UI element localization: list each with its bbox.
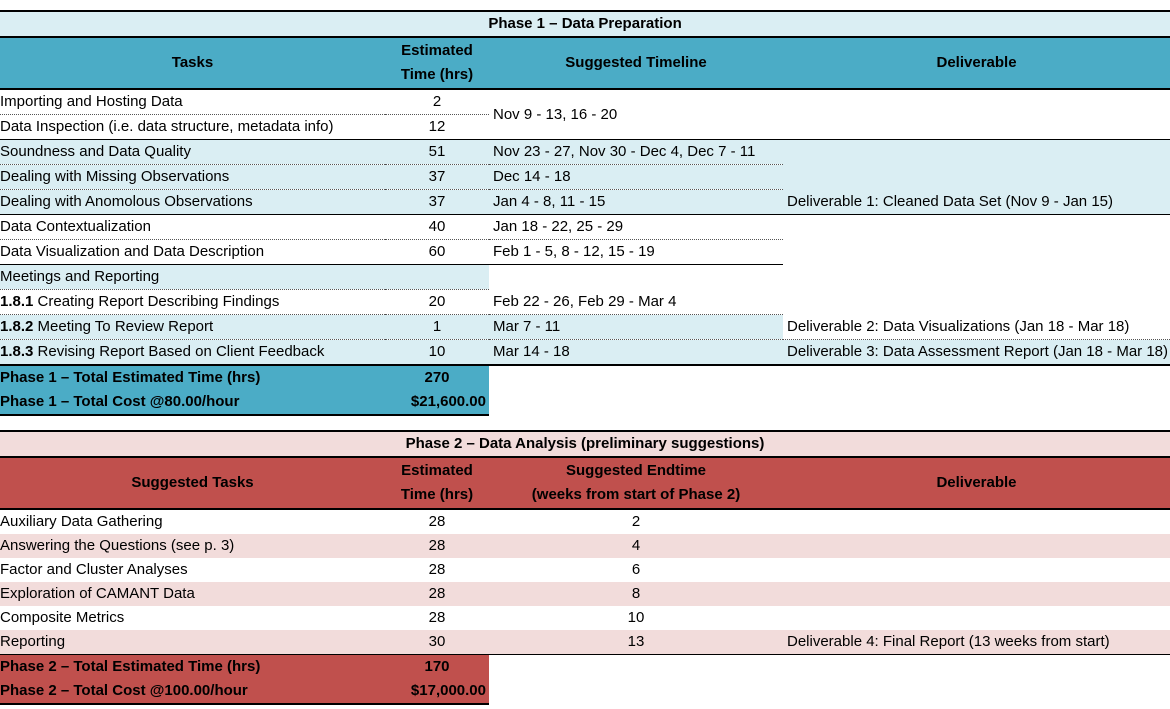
timeline-cell: Mar 14 - 18 [489, 340, 783, 366]
task-cell [0, 290, 385, 315]
timeline-cell: Jan 18 - 22, 25 - 29 [489, 215, 783, 240]
deliverable-cell: Deliverable 4: Final Report (13 weeks from start) [783, 630, 1170, 655]
table-row [0, 606, 1170, 630]
phase1-header-est-line2: Time (hrs) [400, 66, 474, 83]
estimate-cell: 28 [428, 561, 446, 578]
deliverable-stack [783, 265, 1170, 366]
task-cell: Importing and Hosting Data [0, 89, 385, 115]
timeline-cell: Nov 23 - 27, Nov 30 - Dec 4, Dec 7 - 11 [489, 140, 783, 165]
estimate-cell: 28 [385, 582, 489, 606]
estimate-cell: 60 [385, 240, 489, 265]
phase1-header-tasks: Tasks [0, 37, 385, 89]
deliverable-cell: Deliverable 3: Data Assessment Report (Jan 18 - Mar 18) [783, 340, 1170, 364]
task-cell: Soundness and Data Quality [0, 140, 385, 165]
estimate-cell: 12 [428, 118, 446, 135]
deliverable-cell [783, 582, 1170, 606]
task-label: Creating Report Describing Findings [33, 293, 280, 310]
total-time-row [0, 655, 1170, 680]
deliverable-cell: Deliverable 1: Cleaned Data Set (Nov 9 - Jan 15) [783, 140, 1170, 215]
phase2-header-tasks: Suggested Tasks [0, 457, 385, 509]
deliverable-cell [783, 509, 1170, 534]
task-cell [0, 315, 385, 340]
estimate-cell: 2 [385, 89, 489, 115]
phase1-total-cost: $21,600.00 [385, 390, 489, 415]
task-cell: Dealing with Missing Observations [0, 165, 385, 190]
estimate-cell: 10 [385, 340, 489, 366]
phase1-total-cost-label: Phase 1 – Total Cost @80.00/hour [0, 390, 385, 415]
table-row [0, 215, 1170, 240]
task-cell: Exploration of CAMANT Data [0, 582, 385, 606]
endtime-cell: 10 [627, 609, 645, 626]
estimate-cell: 28 [385, 534, 489, 558]
estimate-cell: 30 [385, 630, 489, 655]
phase2-header-endtime [489, 457, 783, 509]
phase2-total-time: 170 [385, 655, 489, 680]
timeline-cell: Nov 9 - 13, 16 - 20 [493, 105, 618, 123]
task-label: Meeting To Review Report [33, 318, 214, 335]
task-number: 1.8.3 [0, 343, 34, 360]
phase1-total-time: 270 [385, 365, 489, 390]
task-cell: Factor and Cluster Analyses [0, 561, 188, 578]
table-row [0, 265, 1170, 290]
deliverable-cell [783, 89, 1170, 140]
estimate-cell: 28 [428, 609, 446, 626]
endtime-cell: 2 [631, 513, 641, 530]
phase2-header-deliverable: Deliverable [783, 457, 1170, 509]
phase2-total-cost-label: Phase 2 – Total Cost @100.00/hour [0, 679, 385, 704]
task-cell: Data Contextualization [0, 215, 385, 240]
phase2-header-est-line2: Time (hrs) [400, 486, 474, 503]
task-cell: Reporting [0, 630, 385, 655]
task-cell [0, 340, 385, 366]
deliverable-cell [783, 558, 1170, 582]
phase1-title: Phase 1 – Data Preparation [0, 11, 1170, 37]
task-cell: Data Visualization and Data Description [0, 240, 385, 265]
estimate-cell: 28 [428, 513, 446, 530]
estimate-cell: 1 [385, 315, 489, 340]
phase1-header-estimated [385, 37, 489, 89]
phase1-total-time-label: Phase 1 – Total Estimated Time (hrs) [0, 365, 385, 390]
deliverable-cell [783, 534, 1170, 558]
estimate-cell: 20 [385, 290, 489, 315]
table-row [0, 140, 1170, 165]
timeline-cell: Dec 14 - 18 [489, 165, 783, 190]
task-cell: Answering the Questions (see p. 3) [0, 534, 385, 558]
endtime-cell: 8 [489, 582, 783, 606]
deliverable-cell: Deliverable 2: Data Visualizations (Jan 18 - Mar 18) [783, 315, 1170, 340]
task-number: 1.8.1 [0, 293, 34, 310]
phase1-header-est-line1: Estimated [401, 42, 473, 59]
phase2-title: Phase 2 – Data Analysis (preliminary suggestions) [0, 431, 1170, 457]
table-row [0, 582, 1170, 606]
total-time-row [0, 365, 1170, 390]
task-label: Revising Report Based on Client Feedback [33, 343, 325, 360]
table-row [0, 534, 1170, 558]
table-row [0, 630, 1170, 655]
phase2-header-end-line1: Suggested Endtime [565, 462, 707, 479]
timeline-cell: Feb 1 - 5, 8 - 12, 15 - 19 [489, 240, 783, 265]
task-number: 1.8.2 [0, 318, 34, 335]
deliverable-cell [783, 606, 1170, 630]
phase1-header-deliverable: Deliverable [783, 37, 1170, 89]
table-row [0, 89, 1170, 115]
endtime-cell: 4 [489, 534, 783, 558]
task-cell: Meetings and Reporting [0, 265, 385, 290]
total-cost-row [0, 390, 1170, 415]
phase2-table [0, 430, 1170, 705]
phase2-header-est-line1: Estimated [401, 462, 473, 479]
phase2-total-cost: $17,000.00 [385, 679, 489, 704]
timeline-cell [489, 265, 783, 290]
timeline-cell: Jan 4 - 8, 11 - 15 [489, 190, 783, 215]
phase2-header-estimated [385, 457, 489, 509]
task-cell: Composite Metrics [0, 609, 125, 626]
task-cell: Data Inspection (i.e. data structure, metadata info) [0, 118, 334, 135]
estimate-cell: 37 [385, 165, 489, 190]
phase2-header-end-line2: (weeks from start of Phase 2) [531, 486, 741, 503]
estimate-cell [385, 265, 489, 290]
endtime-cell: 6 [631, 561, 641, 578]
table-row [0, 509, 1170, 534]
phase2-total-time-label: Phase 2 – Total Estimated Time (hrs) [0, 655, 385, 680]
estimate-cell: 51 [385, 140, 489, 165]
timeline-cell: Feb 22 - 26, Feb 29 - Mar 4 [489, 290, 783, 315]
deliverable-cell [783, 215, 1170, 265]
task-cell: Dealing with Anomolous Observations [0, 190, 385, 215]
timeline-cell: Mar 7 - 11 [489, 315, 783, 340]
estimate-cell: 37 [385, 190, 489, 215]
endtime-cell: 13 [489, 630, 783, 655]
estimate-cell: 40 [385, 215, 489, 240]
task-cell: Auxiliary Data Gathering [0, 513, 163, 530]
table-row [0, 558, 1170, 582]
phase1-table [0, 10, 1170, 416]
total-cost-row [0, 679, 1170, 704]
phase1-header-timeline: Suggested Timeline [489, 37, 783, 89]
